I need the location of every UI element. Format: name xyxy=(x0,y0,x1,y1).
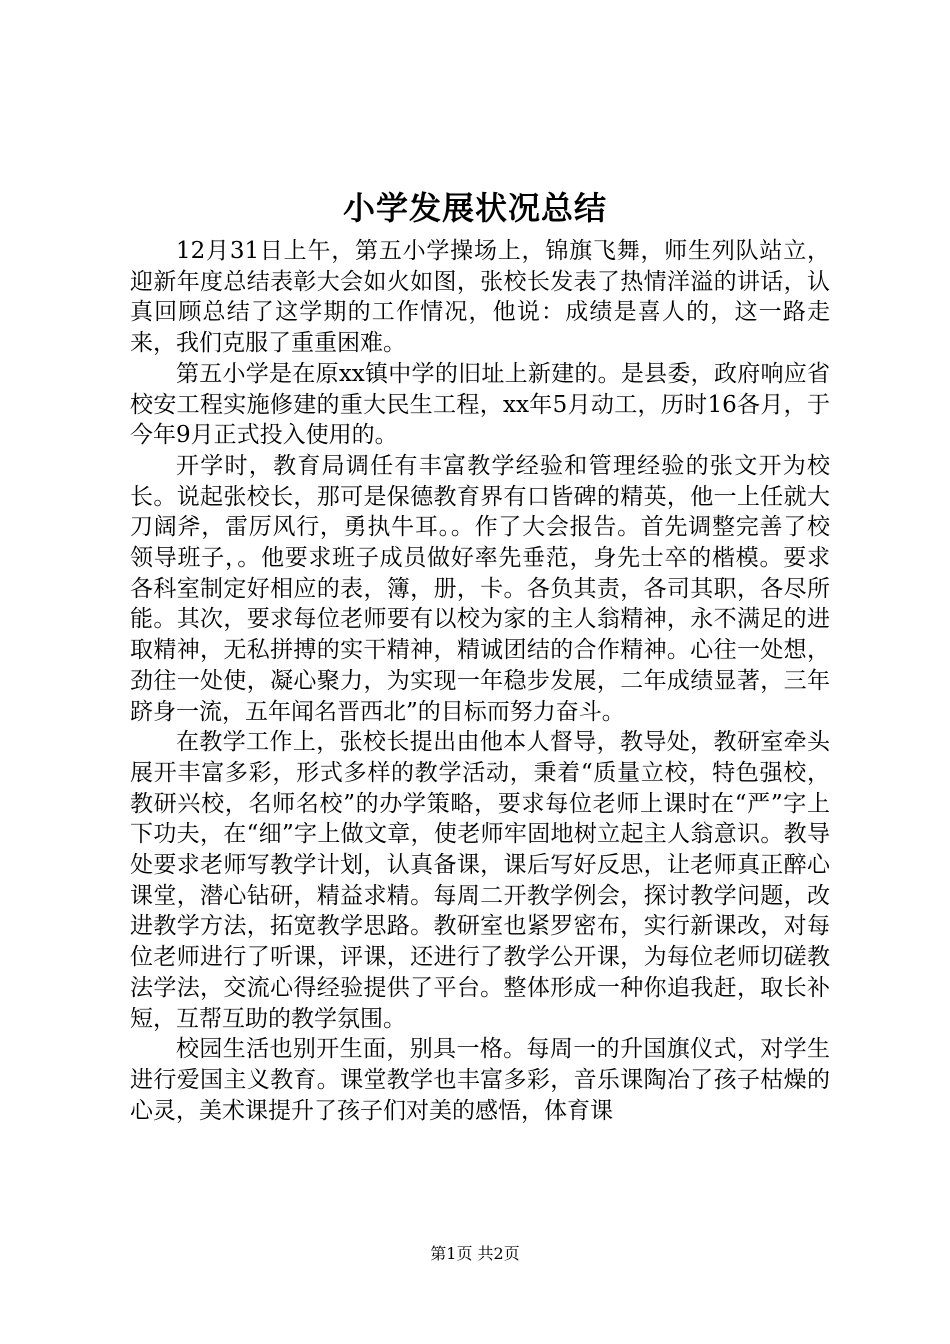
page-number-footer: 第1页 共2页 xyxy=(430,1244,520,1263)
paragraph-2: 第五小学是在原xx镇中学的旧址上新建的。是县委，政府响应省校安工程实施修建的重大民生工程，xx年5月动工，历时16各月，于今年9月正式投入使用的。 xyxy=(130,360,830,449)
paragraph-3: 开学时，教育局调任有丰富教学经验和管理经验的张文开为校长。说起张校长，那可是保德教育界有口皆碑的精英，他一上任就大刀阔斧，雷厉风行，勇执牛耳。。作了大会报告。首先调整完善了校领导班子，。他要求班子成员做好率先垂范，身先士卒的楷模。要求各科室制定好相应的表，簿，册，卡。各负其责，各司其职，各尽所能。其次，要求每位老师要有以校为家的主人翁精神，永不满足的进取精神，无私拼搏的实干精神，精诚团结的合作精神。心往一处想，劲往一处使，凝心聚力，为实现一年稳步发展，二年成绩显著，三年跻身一流，五年闻名晋西北”的目标而努力奋斗。 xyxy=(130,452,830,725)
paragraph-1: 12月31日上午，第五小学操场上，锦旗飞舞，师生列队站立，迎新年度总结表彰大会如火如图，张校长发表了热情洋溢的讲话，认真回顾总结了这学期的工作情况，他说：成绩是喜人的，这一路走来，我们克服了重重困难。 xyxy=(130,238,830,357)
document-title: 小学发展状况总结 xyxy=(342,189,607,227)
document-body xyxy=(130,236,830,1126)
paragraph-4: 在教学工作上，张校长提出由他本人督导，教导处，教研室牵头展开丰富多彩，形式多样的教学活动，秉着“质量立校，特色强校，教研兴校，名师名校”的办学策略，要求每位老师上课时在“严”字上下功夫，在“细”字上做文章，使老师牢固地树立起主人翁意识。教导处要求老师写教学计划，认真备课，课后写好反思，让老师真正醉心课堂，潜心钻研，精益求精。每周二开教学例会，探讨教学问题，改进教学方法，拓宽教学思路。教研室也紧罗密布，实行新课改，对每位老师进行了听课，评课，还进行了教学公开课，为每位老师切磋教法学法，交流心得经验提供了平台。整体形成一种你追我赶，取长补短，互帮互助的教学氛围。 xyxy=(130,729,830,1032)
paragraph-5: 校园生活也别开生面，别具一格。每周一的升国旗仪式，对学生进行爱国主义教育。课堂教学也丰富多彩，音乐课陶冶了孩子枯燥的心灵，美术课提升了孩子们对美的感悟，体育课 xyxy=(130,1036,830,1124)
